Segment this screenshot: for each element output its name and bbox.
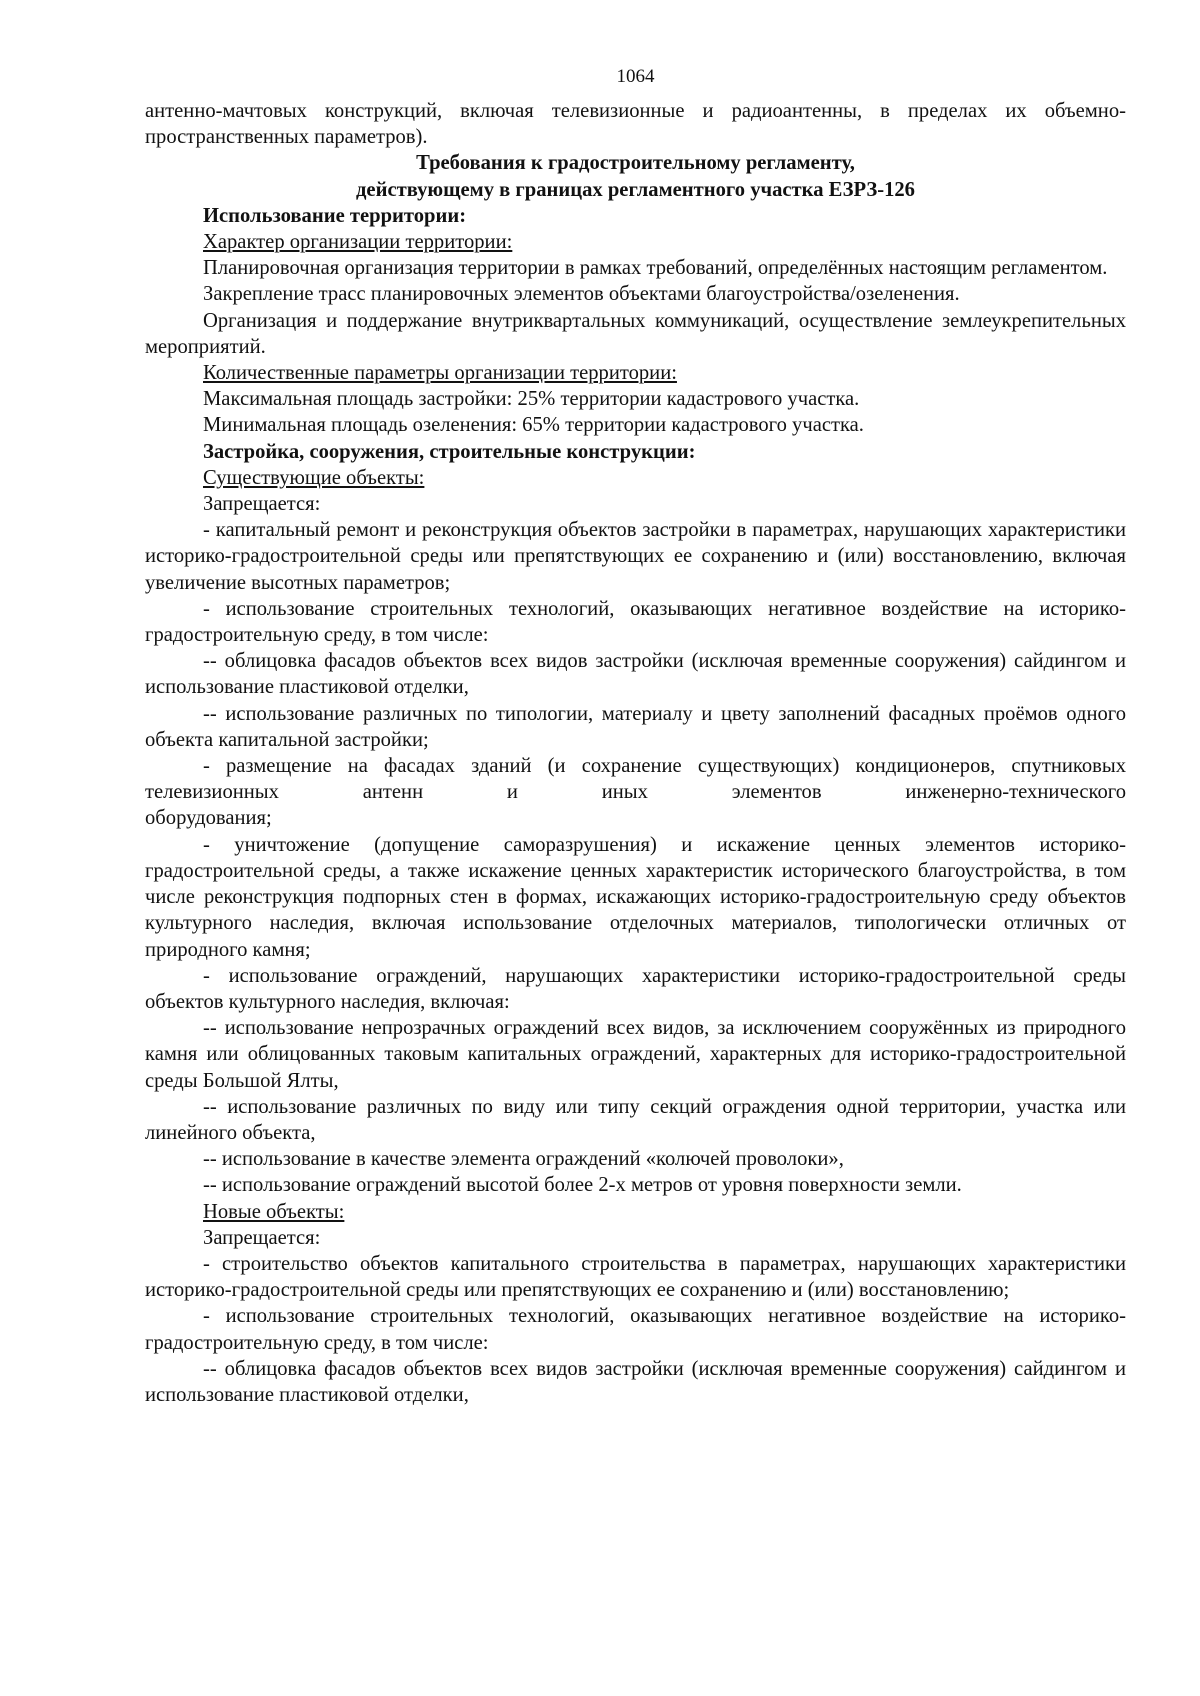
subheading: Количественные параметры организации территории: (203, 362, 677, 385)
paragraph: -- облицовка фасадов объектов всех видов застройки (исключая временные сооружения) сайдингом и использование пластиковой отделки, (145, 1357, 1126, 1406)
paragraph: - использование строительных технологий, оказывающих негативное воздействие на историко-градостроительную среду, в том числе: (145, 1305, 1126, 1354)
paragraph: Запрещается: (203, 493, 321, 516)
heading: Требования к градостроительному регламенту, (416, 152, 855, 175)
paragraph: - использование ограждений, нарушающих характеристики историко-градостроительной среды объектов культурного наследия, включая: (145, 964, 1126, 1013)
paragraph: -- использование ограждений высотой более 2-х метров от уровня поверхности земли. (203, 1174, 962, 1197)
paragraph: -- использование различных по типологии, материалу и цвету заполнений фасадных проёмов одного объекта капитальной застройки; (145, 702, 1126, 751)
paragraph: Запрещается: (203, 1226, 321, 1249)
paragraph: - использование строительных технологий, оказывающих негативное воздействие на историко-градостроительную среду, в том числе: (145, 597, 1126, 647)
paragraph: - уничтожение (допущение саморазрушения) и искажение ценных элементов историко-градостроительной среды, а также искажение ценных характеристик исторического благоустройства, в том числе реконструкция подпорных стен в формах, искажающих историко-градостроительную среду объектов культурного наследия, включая использование отделочных материалов, типологически отличных от природного камня; (145, 833, 1126, 961)
paragraph: Закрепление трасс планировочных элементов объектами благоустройства/озеленения. (203, 283, 960, 306)
section-heading: Застройка, сооружения, строительные конструкции: (203, 440, 696, 463)
subheading: Существующие объекты: (203, 466, 425, 489)
paragraph: Организация и поддержание внутриквартальных коммуникаций, осуществление землеукрепительных мероприятий. (145, 309, 1126, 358)
heading: действующему в границах регламентного участка ЕЗРЗ-126 (356, 178, 915, 201)
paragraph: - капитальный ремонт и реконструкция объектов застройки в параметрах, нарушающих характеристики историко-градостроительной среды или препятствующих ее сохранению и (или) восстановлению, включая увеличение высотных параметров; (145, 519, 1126, 594)
paragraph: оборудования; (145, 807, 272, 830)
page-number: 1064 (616, 66, 655, 87)
paragraph: -- использование различных по виду или типу секций ограждения одной территории, участка или линейного объекта, (145, 1095, 1126, 1144)
paragraph: -- облицовка фасадов объектов всех видов застройки (исключая временные сооружения) сайдингом и использование пластиковой отделки, (145, 650, 1126, 699)
paragraph: -- использование непрозрачных ограждений всех видов, за исключением сооружённых из природного камня или облицованных таковым капитальных ограждений, характерных для историко-градостроительной среды Большой Ялты, (145, 1017, 1126, 1092)
document-body (145, 98, 1126, 1408)
subheading: Новые объекты: (203, 1200, 345, 1223)
paragraph: - размещение на фасадах зданий (и сохранение существующих) кондиционеров, спутниковых телевизионных антенн и иных элементов инженерно-технического (145, 755, 1126, 804)
paragraph: антенно-мачтовых конструкций, включая телевизионные и радиоантенны, в пределах их объемно-пространственных параметров). (145, 100, 1126, 149)
paragraph: Минимальная площадь озеленения: 65% территории кадастрового участка. (203, 414, 864, 437)
subheading: Характер организации территории: (203, 231, 513, 254)
section-heading: Использование территории: (203, 204, 467, 227)
paragraph: -- использование в качестве элемента ограждений «колючей проволоки», (203, 1148, 844, 1171)
paragraph: - строительство объектов капитального строительства в параметрах, нарушающих характеристики историко-градостроительной среды или препятствующих ее сохранению и (или) восстановлению; (145, 1252, 1126, 1302)
paragraph: Планировочная организация территории в рамках требований, определённых настоящим регламентом. (203, 257, 1108, 280)
paragraph: Максимальная площадь застройки: 25% территории кадастрового участка. (203, 388, 860, 411)
